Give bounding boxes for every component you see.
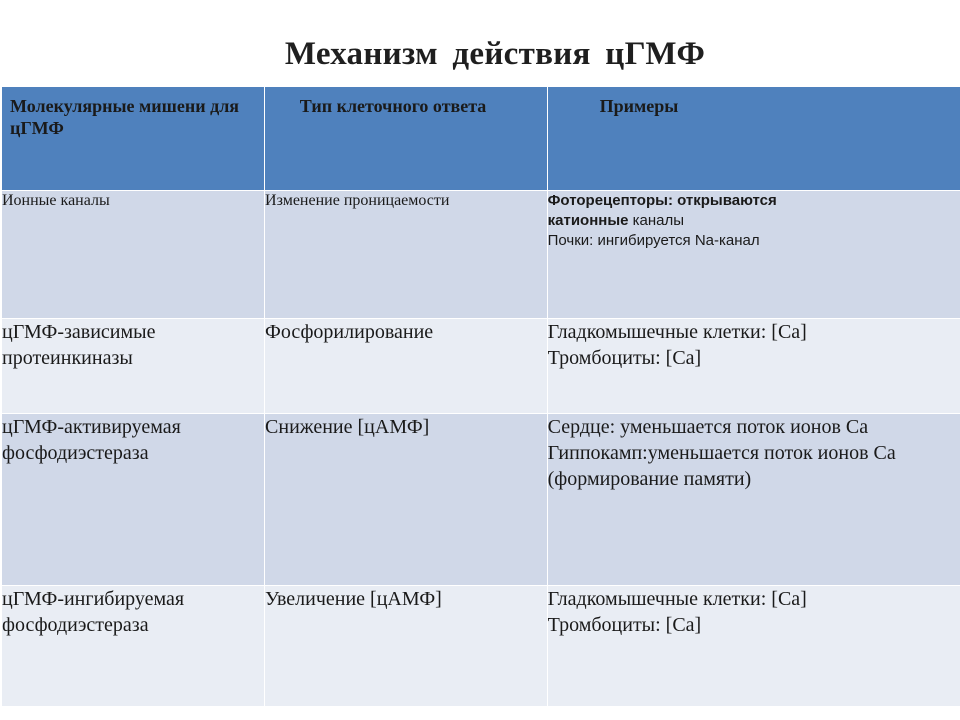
example-line: Тромбоциты: [Ca] [547,614,702,636]
example-line: Сердце: уменьшается поток ионов Ca [547,416,869,438]
target-text: Ионные каналы [2,192,110,209]
cell-target [2,414,265,586]
table-row [2,586,960,707]
example-bold-text: катионные [547,212,629,229]
cell-response [265,414,548,586]
response-text: Снижение [цАМФ] [265,416,430,438]
header-response-label: Тип клеточного ответа [299,96,487,116]
example-line [548,191,960,211]
table-header-row [2,87,960,191]
response-text: Фосфорилирование [265,321,434,343]
header-targets [2,87,265,191]
response-text: Изменение проницаемости [265,192,450,209]
header-targets-label: Молекулярные мишени для цГМФ [10,96,240,138]
example-bold-text: Фоторецепторы: открываются [547,192,777,209]
target-text: цГМФ-ингибируемая фосфодиэстераза [2,588,185,636]
example-line: Тромбоциты: [Ca] [547,347,702,369]
example-line: (формирование памяти) [547,468,752,490]
cell-response [265,319,548,414]
example-line: Гиппокамп:уменьшается поток ионов Ca [547,442,896,464]
example-line [548,211,960,231]
cell-target [2,319,265,414]
example-line: Почки: ингибируется Na-канал [547,232,760,249]
target-text: цГМФ-зависимые протеинкиназы [2,321,156,369]
example-text: каналы [628,212,685,229]
header-examples-label: Примеры [599,96,679,116]
header-examples [547,87,960,191]
table-row [2,191,960,319]
cell-examples [547,319,960,414]
cell-examples [547,414,960,586]
cell-response [265,191,548,319]
cell-response [265,586,548,707]
cell-target [2,586,265,707]
mechanism-table [2,87,960,707]
cell-examples [547,586,960,707]
table-row [2,414,960,586]
response-text: Увеличение [цАМФ] [265,588,442,610]
cell-target [2,191,265,319]
target-text: цГМФ-активируемая фосфодиэстераза [2,416,181,464]
example-line: Гладкомышечные клетки: [Ca] [547,321,807,343]
table-row [2,319,960,414]
header-response [265,87,548,191]
cell-examples [547,191,960,319]
example-line: Гладкомышечные клетки: [Ca] [547,588,807,610]
slide-title: Механизм действия цГМФ [284,36,706,72]
